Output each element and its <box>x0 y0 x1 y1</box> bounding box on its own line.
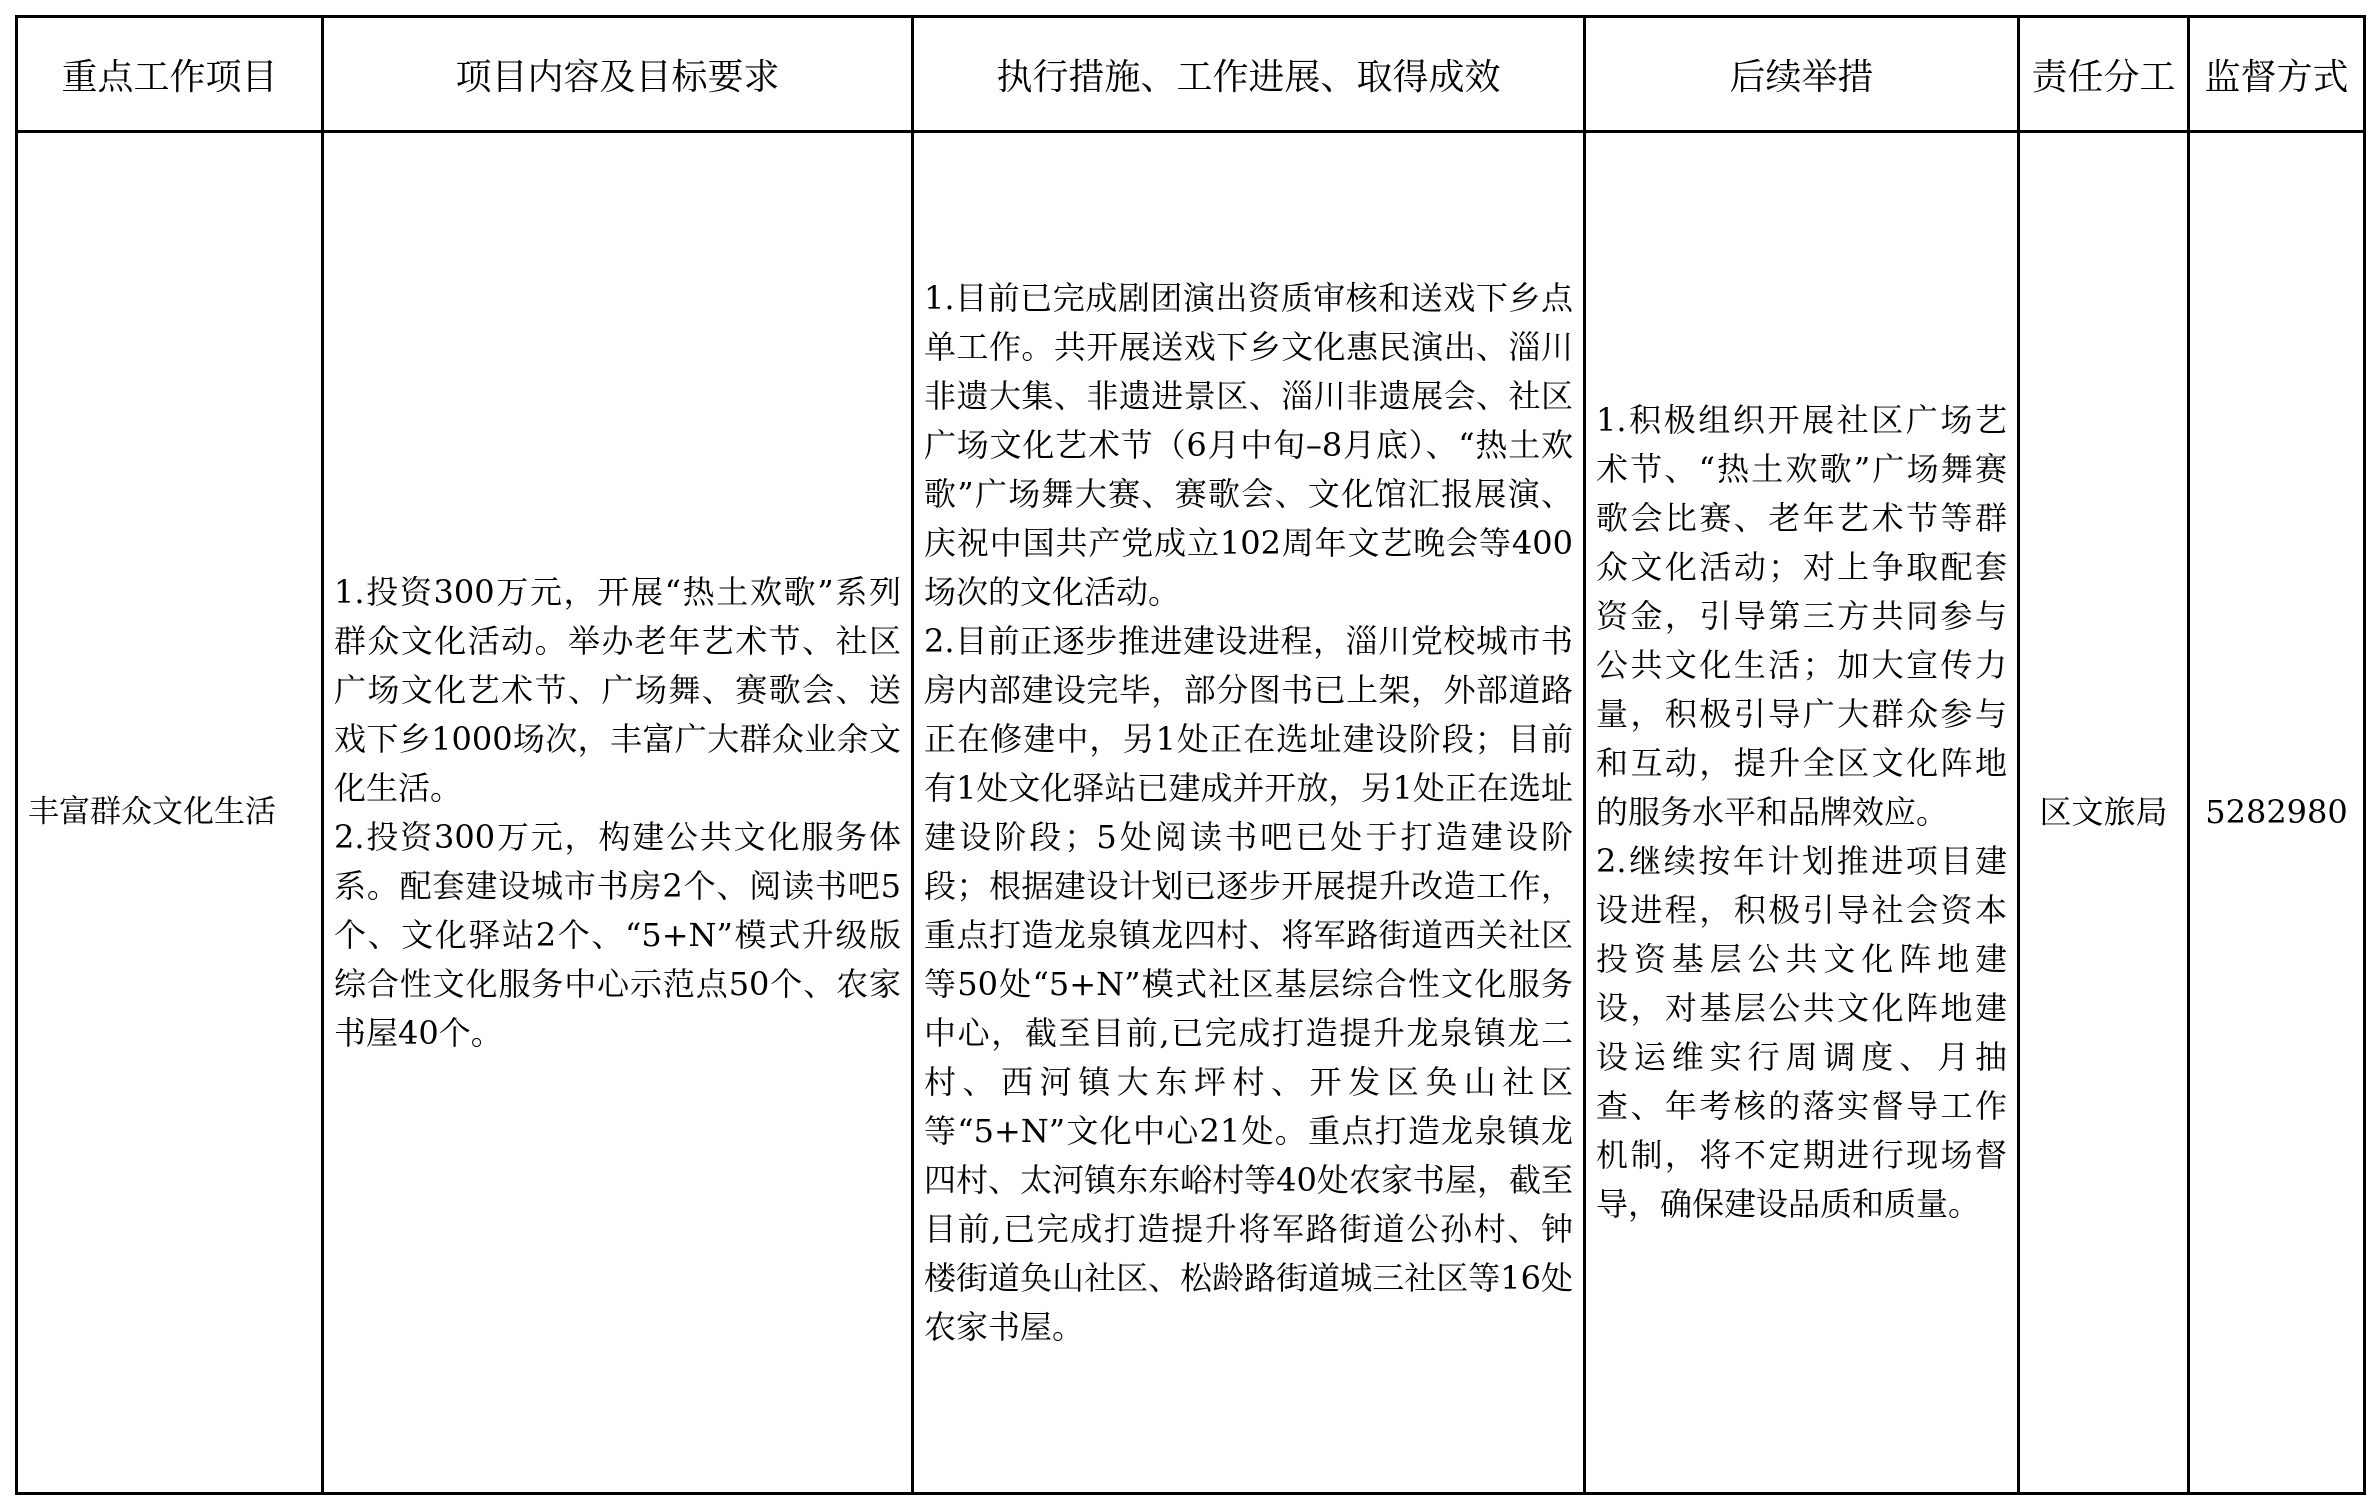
work-progress-table-sheet <box>15 15 2363 1495</box>
cell-responsibility: 区文旅局 <box>2019 132 2189 1494</box>
content-paragraph-2: 2.投资300万元，构建公共文化服务体系。配套建设城市书房2个、阅读书吧5个、文化驿站2个、“5+N”模式升级版综合性文化服务中心示范点50个、农家书屋40个。 <box>334 817 901 1052</box>
cell-supervision-method: 5282980 <box>2189 132 2365 1494</box>
cell-measures-progress <box>913 132 1585 1494</box>
cell-followup-measures <box>1585 132 2019 1494</box>
followup-paragraph-1: 1.积极组织开展社区广场艺术节、“热土欢歌”广场舞赛歌会比赛、老年艺术节等群众文化活动；对上争取配套资金，引导第三方共同参与公共文化生活；加大宣传力量，积极引导广大群众参与和互动，提升全区文化阵地的服务水平和品牌效应。 <box>1596 401 2007 831</box>
header-key-work-item: 重点工作项目 <box>17 17 323 132</box>
header-measures-progress: 执行措施、工作进展、取得成效 <box>913 17 1585 132</box>
work-progress-table <box>15 15 2366 1495</box>
progress-paragraph-1: 1.目前已完成剧团演出资质审核和送戏下乡点单工作。共开展送戏下乡文化惠民演出、淄川非遗大集、非遗进景区、淄川非遗展会、社区广场文化艺术节（6月中旬–8月底）、“热土欢歌”广场舞大赛、赛歌会、文化馆汇报展演、庆祝中国共产党成立102周年文艺晚会等400场次的文化活动。 <box>924 278 1573 611</box>
content-paragraph-1: 1.投资300万元，开展“热土欢歌”系列群众文化活动。举办老年艺术节、社区广场文化艺术节、广场舞、赛歌会、送戏下乡1000场次，丰富广大群众业余文化生活。 <box>334 572 901 807</box>
header-responsibility: 责任分工 <box>2019 17 2189 132</box>
header-content-targets: 项目内容及目标要求 <box>323 17 913 132</box>
header-supervision-method: 监督方式 <box>2189 17 2365 132</box>
progress-paragraph-2: 2.目前正逐步推进建设进程，淄川党校城市书房内部建设完毕，部分图书已上架，外部道路正在修建中，另1处正在选址建设阶段；目前有1处文化驿站已建成并开放，另1处正在选址建设阶段；5处阅读书吧已处于打造建设阶段；根据建设计划已逐步开展提升改造工作，重点打造龙泉镇龙四村、将军路街道西关社区等50处“5+N”模式社区基层综合性文化服务中心，截至目前,已完成打造提升龙泉镇龙二村、西河镇大东坪村、开发区奂山社区等“5+N”文化中心21处。重点打造龙泉镇龙四村、太河镇东东峪村等40处农家书屋，截至目前,已完成打造提升将军路街道公孙村、钟楼街道奂山社区、松龄路街道城三社区等16处农家书屋。 <box>924 621 1573 1346</box>
followup-paragraph-2: 2.继续按年计划推进项目建设进程，积极引导社会资本投资基层公共文化阵地建设，对基层公共文化阵地建设运维实行周调度、月抽查、年考核的落实督导工作机制，将不定期进行现场督导，确保建设品质和质量。 <box>1596 842 2007 1223</box>
cell-content-targets <box>323 132 913 1494</box>
header-followup-measures: 后续举措 <box>1585 17 2019 132</box>
table-row <box>17 132 2365 1494</box>
table-header-row <box>17 17 2365 132</box>
cell-work-item: 丰富群众文化生活 <box>17 132 323 1494</box>
